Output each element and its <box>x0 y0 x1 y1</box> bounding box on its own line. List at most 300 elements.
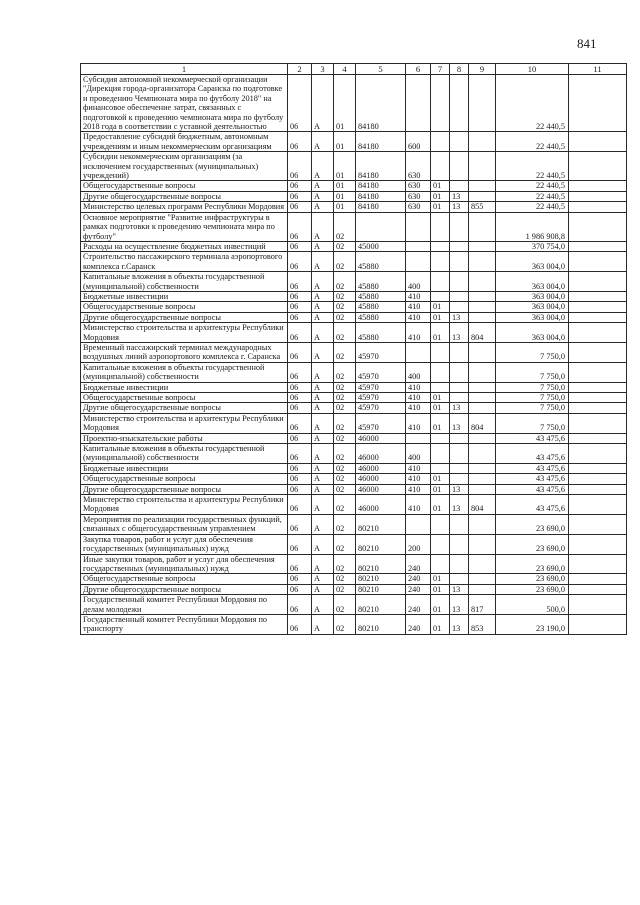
cell-c9 <box>469 574 496 584</box>
cell-c9 <box>469 554 496 574</box>
cell-c4: 02 <box>334 584 356 594</box>
cell-c11 <box>569 132 627 152</box>
cell-c5: 45970 <box>356 362 406 382</box>
table-row <box>81 463 627 473</box>
cell-c7: 01 <box>431 181 450 191</box>
cell-c7 <box>431 463 450 473</box>
cell-c11 <box>569 291 627 301</box>
cell-c8 <box>450 302 469 312</box>
cell-c4: 02 <box>334 362 356 382</box>
cell-c6: 240 <box>406 554 431 574</box>
cell-c11 <box>569 241 627 251</box>
cell-c5: 46000 <box>356 433 406 443</box>
column-header: 8 <box>450 64 469 75</box>
cell-c7 <box>431 241 450 251</box>
cell-c3: А <box>312 241 334 251</box>
cell-c4: 02 <box>334 595 356 615</box>
cell-c3: А <box>312 132 334 152</box>
cell-c9 <box>469 152 496 181</box>
cell-c3: А <box>312 312 334 322</box>
column-header: 1 <box>81 64 288 75</box>
cell-c8: 13 <box>450 595 469 615</box>
cell-c8 <box>450 474 469 484</box>
cell-c7 <box>431 152 450 181</box>
cell-c7: 01 <box>431 312 450 322</box>
cell-c3: А <box>312 393 334 403</box>
cell-c5: 45880 <box>356 252 406 272</box>
cell-c7: 01 <box>431 484 450 494</box>
cell-c8: 13 <box>450 202 469 212</box>
cell-c5: 80210 <box>356 574 406 584</box>
cell-c2: 06 <box>288 444 312 464</box>
cell-c7 <box>431 272 450 292</box>
cell-c10: 7 750,0 <box>496 403 569 413</box>
header-row <box>81 64 627 75</box>
cell-c11 <box>569 584 627 594</box>
cell-c11 <box>569 433 627 443</box>
cell-c5: 84180 <box>356 202 406 212</box>
row-name: Государственный комитет Республики Мордовия по делам молодежи <box>81 595 288 615</box>
cell-c6: 240 <box>406 574 431 584</box>
cell-c2: 06 <box>288 75 312 132</box>
cell-c5: 80210 <box>356 534 406 554</box>
cell-c10: 22 440,5 <box>496 75 569 132</box>
cell-c9 <box>469 191 496 201</box>
cell-c4: 01 <box>334 191 356 201</box>
cell-c4: 01 <box>334 132 356 152</box>
cell-c2: 06 <box>288 191 312 201</box>
row-name: Общегосударственные вопросы <box>81 181 288 191</box>
cell-c10: 22 440,5 <box>496 181 569 191</box>
cell-c6: 400 <box>406 272 431 292</box>
cell-c3: А <box>312 595 334 615</box>
cell-c11 <box>569 212 627 241</box>
cell-c2: 06 <box>288 312 312 322</box>
table-row <box>81 302 627 312</box>
cell-c3: А <box>312 202 334 212</box>
cell-c9 <box>469 75 496 132</box>
cell-c2: 06 <box>288 474 312 484</box>
cell-c3: А <box>312 302 334 312</box>
table-row <box>81 212 627 241</box>
cell-c10: 7 750,0 <box>496 413 569 433</box>
cell-c10: 22 440,5 <box>496 152 569 181</box>
table-row <box>81 272 627 292</box>
table-row <box>81 584 627 594</box>
cell-c7: 01 <box>431 614 450 634</box>
cell-c2: 06 <box>288 342 312 362</box>
table-row <box>81 413 627 433</box>
cell-c4: 02 <box>334 514 356 534</box>
cell-c3: А <box>312 614 334 634</box>
table-row <box>81 554 627 574</box>
budget-table <box>80 63 627 635</box>
cell-c11 <box>569 463 627 473</box>
cell-c10: 23 690,0 <box>496 554 569 574</box>
cell-c5: 84180 <box>356 191 406 201</box>
cell-c4: 01 <box>334 181 356 191</box>
cell-c3: А <box>312 495 334 515</box>
cell-c6: 410 <box>406 323 431 343</box>
cell-c4: 02 <box>334 393 356 403</box>
cell-c8 <box>450 393 469 403</box>
cell-c10: 23 190,0 <box>496 614 569 634</box>
cell-c8: 13 <box>450 484 469 494</box>
cell-c4: 02 <box>334 433 356 443</box>
cell-c8 <box>450 152 469 181</box>
column-header: 11 <box>569 64 627 75</box>
cell-c7: 01 <box>431 393 450 403</box>
cell-c6: 240 <box>406 614 431 634</box>
cell-c6: 630 <box>406 202 431 212</box>
cell-c10: 23 690,0 <box>496 584 569 594</box>
cell-c8: 13 <box>450 191 469 201</box>
cell-c8 <box>450 212 469 241</box>
cell-c2: 06 <box>288 212 312 241</box>
cell-c2: 06 <box>288 241 312 251</box>
row-name: Другие общегосударственные вопросы <box>81 191 288 201</box>
cell-c9 <box>469 312 496 322</box>
cell-c11 <box>569 614 627 634</box>
cell-c5: 45970 <box>356 382 406 392</box>
cell-c8 <box>450 181 469 191</box>
row-name: Временный пассажирский терминал международных воздушных линий аэропортового комплекса г. Саранска <box>81 342 288 362</box>
cell-c3: А <box>312 484 334 494</box>
table-row <box>81 362 627 382</box>
cell-c3: А <box>312 403 334 413</box>
cell-c8: 13 <box>450 495 469 515</box>
row-name: Бюджетные инвестиции <box>81 291 288 301</box>
cell-c3: А <box>312 252 334 272</box>
cell-c7 <box>431 132 450 152</box>
cell-c4: 02 <box>334 252 356 272</box>
table-row <box>81 323 627 343</box>
cell-c10: 43 475,6 <box>496 484 569 494</box>
cell-c3: А <box>312 444 334 464</box>
cell-c10: 363 004,0 <box>496 291 569 301</box>
cell-c10: 363 004,0 <box>496 302 569 312</box>
table-row <box>81 342 627 362</box>
cell-c6: 200 <box>406 534 431 554</box>
row-name: Основное мероприятие "Развитие инфраструктуры в рамках подготовки к проведению чемпионата мира по футболу" <box>81 212 288 241</box>
cell-c8: 13 <box>450 584 469 594</box>
column-header: 2 <box>288 64 312 75</box>
cell-c2: 06 <box>288 202 312 212</box>
cell-c2: 06 <box>288 584 312 594</box>
cell-c4: 02 <box>334 534 356 554</box>
cell-c5: 80210 <box>356 554 406 574</box>
cell-c5: 80210 <box>356 614 406 634</box>
table-row <box>81 614 627 634</box>
cell-c7 <box>431 252 450 272</box>
cell-c8: 13 <box>450 413 469 433</box>
cell-c5: 84180 <box>356 152 406 181</box>
table-row <box>81 393 627 403</box>
cell-c8 <box>450 272 469 292</box>
cell-c3: А <box>312 75 334 132</box>
cell-c10: 363 004,0 <box>496 312 569 322</box>
cell-c2: 06 <box>288 152 312 181</box>
cell-c9 <box>469 132 496 152</box>
cell-c4: 02 <box>334 212 356 241</box>
cell-c8: 13 <box>450 323 469 343</box>
cell-c6 <box>406 514 431 534</box>
cell-c9: 855 <box>469 202 496 212</box>
column-header: 4 <box>334 64 356 75</box>
cell-c7: 01 <box>431 302 450 312</box>
cell-c7 <box>431 514 450 534</box>
cell-c6: 410 <box>406 302 431 312</box>
cell-c5: 45970 <box>356 403 406 413</box>
cell-c6: 410 <box>406 474 431 484</box>
cell-c4: 02 <box>334 463 356 473</box>
cell-c5: 45880 <box>356 312 406 322</box>
table-row <box>81 474 627 484</box>
cell-c10: 43 475,6 <box>496 444 569 464</box>
column-header: 3 <box>312 64 334 75</box>
cell-c9 <box>469 212 496 241</box>
column-header: 10 <box>496 64 569 75</box>
cell-c4: 02 <box>334 474 356 484</box>
cell-c5: 46000 <box>356 495 406 515</box>
cell-c6 <box>406 212 431 241</box>
table-row <box>81 241 627 251</box>
cell-c11 <box>569 574 627 584</box>
cell-c11 <box>569 152 627 181</box>
cell-c6: 400 <box>406 362 431 382</box>
row-name: Закупка товаров, работ и услуг для обеспечения государственных (муниципальных) нужд <box>81 534 288 554</box>
cell-c11 <box>569 534 627 554</box>
cell-c5: 84180 <box>356 75 406 132</box>
cell-c5: 84180 <box>356 181 406 191</box>
cell-c4: 02 <box>334 272 356 292</box>
cell-c10: 363 004,0 <box>496 252 569 272</box>
cell-c6 <box>406 433 431 443</box>
column-header: 7 <box>431 64 450 75</box>
cell-c2: 06 <box>288 272 312 292</box>
table-row <box>81 291 627 301</box>
cell-c8 <box>450 342 469 362</box>
cell-c6: 630 <box>406 181 431 191</box>
cell-c4: 02 <box>334 403 356 413</box>
cell-c11 <box>569 342 627 362</box>
cell-c11 <box>569 252 627 272</box>
cell-c2: 06 <box>288 413 312 433</box>
cell-c9: 804 <box>469 495 496 515</box>
cell-c8 <box>450 444 469 464</box>
row-name: Другие общегосударственные вопросы <box>81 484 288 494</box>
table-row <box>81 495 627 515</box>
cell-c2: 06 <box>288 595 312 615</box>
cell-c8: 13 <box>450 614 469 634</box>
cell-c11 <box>569 181 627 191</box>
cell-c2: 06 <box>288 403 312 413</box>
cell-c11 <box>569 403 627 413</box>
cell-c9: 817 <box>469 595 496 615</box>
table-row <box>81 75 627 132</box>
cell-c11 <box>569 75 627 132</box>
table-row <box>81 152 627 181</box>
cell-c2: 06 <box>288 291 312 301</box>
cell-c4: 01 <box>334 152 356 181</box>
cell-c9: 853 <box>469 614 496 634</box>
cell-c6: 410 <box>406 291 431 301</box>
cell-c3: А <box>312 554 334 574</box>
cell-c8 <box>450 534 469 554</box>
cell-c4: 02 <box>334 342 356 362</box>
cell-c5: 46000 <box>356 484 406 494</box>
cell-c8 <box>450 382 469 392</box>
cell-c9 <box>469 362 496 382</box>
cell-c9 <box>469 393 496 403</box>
cell-c5: 45970 <box>356 342 406 362</box>
cell-c4: 02 <box>334 312 356 322</box>
table-row <box>81 574 627 584</box>
cell-c3: А <box>312 534 334 554</box>
cell-c10: 500,0 <box>496 595 569 615</box>
cell-c6: 410 <box>406 312 431 322</box>
cell-c5: 45880 <box>356 323 406 343</box>
cell-c9 <box>469 444 496 464</box>
cell-c6: 410 <box>406 393 431 403</box>
cell-c2: 06 <box>288 252 312 272</box>
cell-c4: 02 <box>334 574 356 584</box>
cell-c10: 22 440,5 <box>496 191 569 201</box>
cell-c9 <box>469 403 496 413</box>
cell-c4: 02 <box>334 302 356 312</box>
cell-c10: 43 475,6 <box>496 433 569 443</box>
cell-c5 <box>356 212 406 241</box>
cell-c4: 01 <box>334 202 356 212</box>
cell-c9: 804 <box>469 413 496 433</box>
cell-c10: 23 690,0 <box>496 534 569 554</box>
row-name: Мероприятия по реализации государственных функций, связанных с общегосударственным управлением <box>81 514 288 534</box>
cell-c5: 45880 <box>356 291 406 301</box>
table-row <box>81 534 627 554</box>
cell-c5: 45000 <box>356 241 406 251</box>
column-header: 9 <box>469 64 496 75</box>
table-row <box>81 181 627 191</box>
table-body <box>81 75 627 635</box>
table-row <box>81 382 627 392</box>
cell-c8 <box>450 291 469 301</box>
cell-c7: 01 <box>431 474 450 484</box>
cell-c6: 410 <box>406 382 431 392</box>
cell-c2: 06 <box>288 534 312 554</box>
cell-c7: 01 <box>431 584 450 594</box>
cell-c10: 1 986 908,8 <box>496 212 569 241</box>
row-name: Общегосударственные вопросы <box>81 474 288 484</box>
cell-c11 <box>569 484 627 494</box>
cell-c6: 240 <box>406 595 431 615</box>
row-name: Министерство целевых программ Республики Мордовия <box>81 202 288 212</box>
cell-c9 <box>469 272 496 292</box>
row-name: Субсидия автономной некоммерческой организации "Дирекция города-организатора Саранска по подготовке и проведению Чемпионата мира по футболу 2018" на финансовое обеспечение затрат, связанных с подготовкой к проведению чемпионата мира по футболу 2018 года в соответствии с уставной деятельностью <box>81 75 288 132</box>
cell-c6: 410 <box>406 495 431 515</box>
row-name: Государственный комитет Республики Мордовия по транспорту <box>81 614 288 634</box>
table-row <box>81 312 627 322</box>
cell-c4: 02 <box>334 614 356 634</box>
cell-c8 <box>450 433 469 443</box>
row-name: Проектно-изыскательские работы <box>81 433 288 443</box>
cell-c10: 23 690,0 <box>496 514 569 534</box>
table-row <box>81 191 627 201</box>
row-name: Общегосударственные вопросы <box>81 574 288 584</box>
cell-c9 <box>469 382 496 392</box>
cell-c7: 01 <box>431 595 450 615</box>
table-row <box>81 252 627 272</box>
cell-c3: А <box>312 433 334 443</box>
row-name: Субсидии некоммерческим организациям (за исключением государственных (муниципальных) учреждений) <box>81 152 288 181</box>
cell-c7: 01 <box>431 403 450 413</box>
cell-c11 <box>569 474 627 484</box>
cell-c10: 363 004,0 <box>496 323 569 343</box>
cell-c11 <box>569 191 627 201</box>
cell-c11 <box>569 382 627 392</box>
cell-c3: А <box>312 474 334 484</box>
cell-c9 <box>469 302 496 312</box>
cell-c7 <box>431 433 450 443</box>
cell-c10: 22 440,5 <box>496 202 569 212</box>
cell-c10: 43 475,6 <box>496 474 569 484</box>
cell-c3: А <box>312 272 334 292</box>
cell-c7: 01 <box>431 202 450 212</box>
cell-c3: А <box>312 342 334 362</box>
cell-c3: А <box>312 584 334 594</box>
table-row <box>81 595 627 615</box>
cell-c11 <box>569 595 627 615</box>
cell-c8 <box>450 75 469 132</box>
cell-c11 <box>569 495 627 515</box>
cell-c7: 01 <box>431 574 450 584</box>
cell-c7: 01 <box>431 495 450 515</box>
cell-c10: 43 475,6 <box>496 463 569 473</box>
cell-c6: 630 <box>406 152 431 181</box>
cell-c8 <box>450 241 469 251</box>
cell-c8: 13 <box>450 403 469 413</box>
cell-c6: 400 <box>406 444 431 464</box>
cell-c9 <box>469 484 496 494</box>
cell-c4: 02 <box>334 413 356 433</box>
cell-c11 <box>569 312 627 322</box>
cell-c9 <box>469 514 496 534</box>
cell-c4: 02 <box>334 382 356 392</box>
column-header: 6 <box>406 64 431 75</box>
cell-c2: 06 <box>288 302 312 312</box>
cell-c3: А <box>312 181 334 191</box>
column-header: 5 <box>356 64 406 75</box>
cell-c6: 410 <box>406 463 431 473</box>
cell-c10: 22 440,5 <box>496 132 569 152</box>
cell-c5: 45880 <box>356 302 406 312</box>
row-name: Общегосударственные вопросы <box>81 302 288 312</box>
cell-c10: 43 475,6 <box>496 495 569 515</box>
cell-c11 <box>569 413 627 433</box>
row-name: Иные закупки товаров, работ и услуг для обеспечения государственных (муниципальных) нужд <box>81 554 288 574</box>
cell-c10: 7 750,0 <box>496 382 569 392</box>
cell-c2: 06 <box>288 393 312 403</box>
row-name: Другие общегосударственные вопросы <box>81 312 288 322</box>
cell-c11 <box>569 272 627 292</box>
cell-c6: 410 <box>406 403 431 413</box>
cell-c6: 410 <box>406 484 431 494</box>
cell-c9 <box>469 181 496 191</box>
cell-c8 <box>450 362 469 382</box>
table-row <box>81 433 627 443</box>
cell-c7 <box>431 554 450 574</box>
cell-c9 <box>469 584 496 594</box>
cell-c2: 06 <box>288 574 312 584</box>
